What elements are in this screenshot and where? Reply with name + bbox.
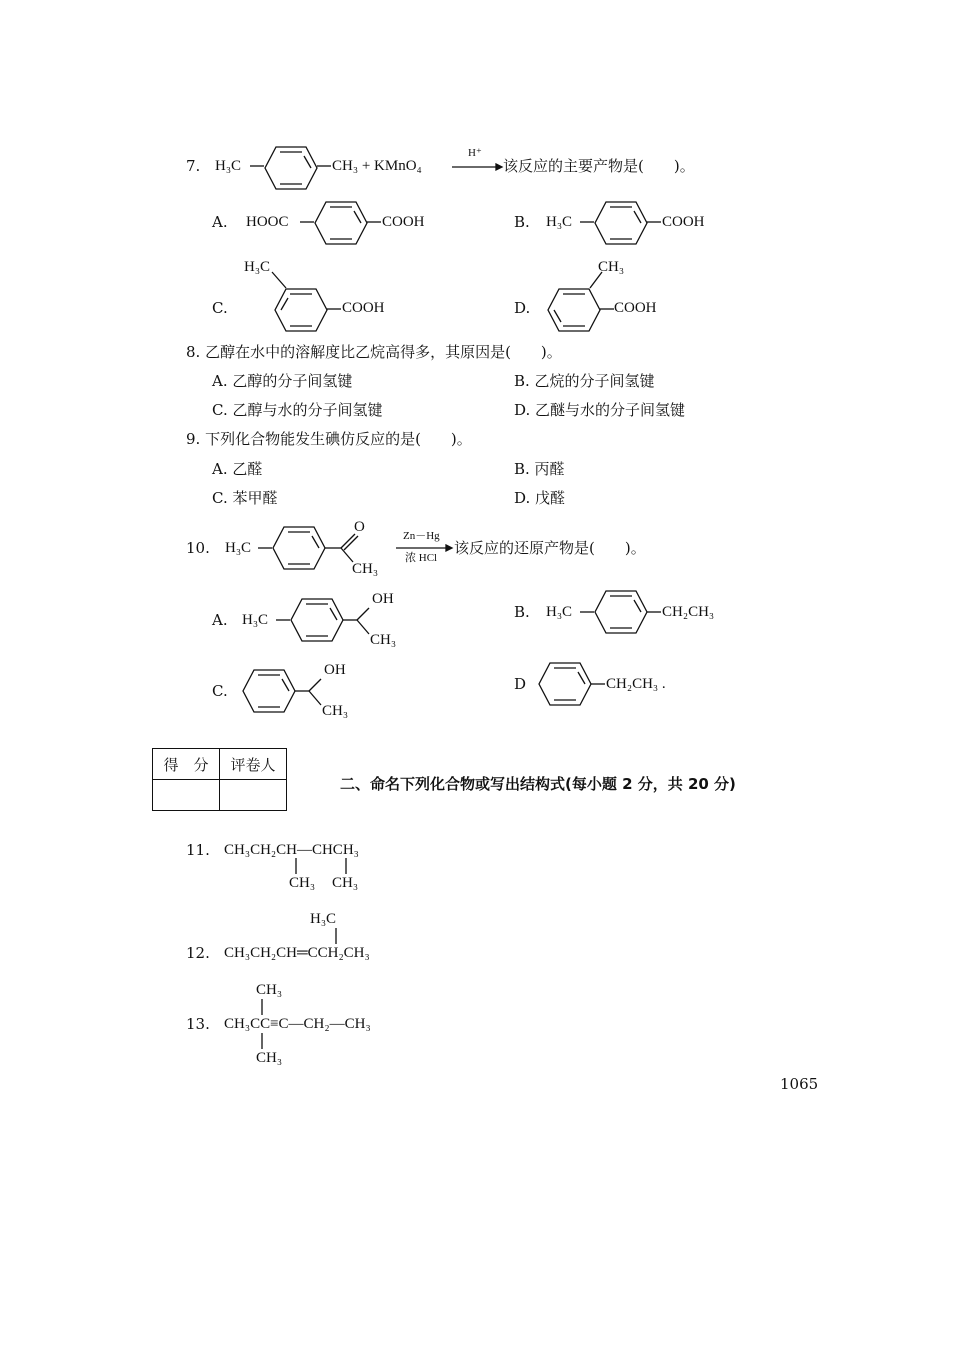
q10-a-benzene-ring bbox=[290, 598, 344, 642]
q10-reactant-left: H₃C bbox=[225, 540, 252, 556]
q7-option-c-label: C. bbox=[212, 299, 228, 317]
q10-arrow bbox=[396, 544, 454, 552]
q10-option-d-label: D bbox=[514, 675, 527, 693]
q7-c-benzene-ring bbox=[274, 288, 328, 332]
q10-option-b-right: CH₂CH₃ bbox=[662, 604, 715, 620]
q10-option-b-left: H₃C bbox=[546, 604, 573, 620]
q9-option-c: C. 苯甲醛 bbox=[212, 489, 278, 507]
q7-stem: 该反应的主要产物是( )。 bbox=[503, 157, 695, 175]
q9-option-d: D. 戊醛 bbox=[514, 489, 566, 507]
q7-benzene-ring bbox=[264, 146, 318, 190]
q10-b-bond-right bbox=[647, 612, 663, 614]
q7-b-bond-right bbox=[647, 222, 663, 224]
q12-branch-bond bbox=[334, 928, 340, 946]
q11-sub2: CH₃ bbox=[332, 875, 359, 891]
q10-option-a-ch3: CH₃ bbox=[370, 632, 397, 648]
q7-option-b-label: B. bbox=[514, 213, 530, 231]
q10-b-benzene-ring bbox=[594, 590, 648, 634]
score-header: 得 分 bbox=[153, 749, 220, 780]
q8-option-b: B. 乙烷的分子间氢键 bbox=[514, 372, 655, 390]
q10-option-a-left: H₃C bbox=[242, 612, 269, 628]
q7-option-a-label: A. bbox=[212, 213, 228, 231]
q10-carbonyl-o: O bbox=[354, 519, 365, 535]
q13-number: 13. bbox=[186, 1015, 210, 1033]
q7-arrow bbox=[452, 163, 504, 171]
q10-option-c-label: C. bbox=[212, 682, 228, 700]
q10-option-a-label: A. bbox=[212, 611, 228, 629]
q10-reagent-bottom: 浓 HCl bbox=[405, 552, 438, 564]
q8-option-a: A. 乙醇的分子间氢键 bbox=[212, 372, 353, 390]
q10-methyl: CH₃ bbox=[352, 561, 379, 577]
q9-option-b: B. 丙醛 bbox=[514, 460, 565, 478]
q13-top-bond bbox=[260, 999, 266, 1017]
q10-benzene-ring bbox=[272, 526, 326, 570]
q12-main-formula: CH₃CH₂CH═CCH₂CH₃ bbox=[224, 945, 370, 961]
q7-option-d-label: D. bbox=[514, 299, 531, 317]
q9-option-a: A. 乙醛 bbox=[212, 460, 263, 478]
q7-a-bond-right bbox=[367, 222, 383, 224]
q7-option-c-top: H₃C bbox=[244, 259, 271, 275]
q13-bottom-group: CH₃ bbox=[256, 1050, 283, 1066]
q10-c-benzene-ring bbox=[242, 669, 296, 713]
score-cell[interactable] bbox=[153, 780, 220, 811]
q10-option-c-ch3: CH₃ bbox=[322, 703, 349, 719]
grader-header: 评卷人 bbox=[220, 749, 287, 780]
grader-cell[interactable] bbox=[220, 780, 287, 811]
q7-c-bond-right bbox=[327, 309, 343, 311]
q8-stem: 8. 乙醇在水中的溶解度比乙烷高得多，其原因是( )。 bbox=[186, 343, 562, 361]
q13-main-formula: CH₃CC≡C—CH₂—CH₃ bbox=[224, 1016, 371, 1032]
q10-d-bond-right bbox=[591, 684, 607, 686]
q7-bond-right bbox=[317, 166, 333, 168]
q7-b-benzene-ring bbox=[594, 201, 648, 245]
q10-stem: 该反应的还原产物是( )。 bbox=[454, 539, 646, 557]
q8-option-c: C. 乙醇与水的分子间氢键 bbox=[212, 401, 383, 419]
q7-option-b-right: COOH bbox=[662, 214, 705, 230]
q10-number: 10. bbox=[186, 539, 210, 557]
q10-option-a-oh: OH bbox=[372, 591, 394, 607]
section2-title: 二、命名下列化合物或写出结构式(每小题 2 分，共 20 分) bbox=[340, 775, 736, 793]
q11-number: 11. bbox=[186, 841, 210, 859]
q7-number: 7. bbox=[186, 157, 201, 175]
q10-option-c-oh: OH bbox=[324, 662, 346, 678]
q7-option-b-left: H₃C bbox=[546, 214, 573, 230]
q13-bottom-bond bbox=[260, 1033, 266, 1051]
q7-reactant-left: H₃C bbox=[215, 158, 242, 174]
page-number: 1065 bbox=[780, 1075, 819, 1093]
q10-option-b-label: B. bbox=[514, 603, 530, 621]
q9-stem: 9. 下列化合物能发生碘仿反应的是( )。 bbox=[186, 430, 472, 448]
q10-option-d-right: CH₂CH₃ . bbox=[606, 676, 666, 692]
q10-d-benzene-ring bbox=[538, 662, 592, 706]
q12-number: 12. bbox=[186, 944, 210, 962]
q10-reagent-top: Zn－Hg bbox=[403, 530, 440, 542]
score-box bbox=[152, 748, 287, 811]
q7-option-c-right: COOH bbox=[342, 300, 385, 316]
q11-main-formula: CH₃CH₂CH—CHCH₃ bbox=[224, 842, 359, 858]
q8-option-d: D. 乙醚与水的分子间氢键 bbox=[514, 401, 686, 419]
q7-a-benzene-ring bbox=[314, 201, 368, 245]
q7-option-a-right: COOH bbox=[382, 214, 425, 230]
q11-sub1: CH₃ bbox=[289, 875, 316, 891]
q7-catalyst: H⁺ bbox=[468, 147, 482, 159]
q7-d-benzene-ring bbox=[547, 288, 601, 332]
q7-reactant-right: CH₃ + KMnO₄ bbox=[332, 158, 422, 174]
q12-top-group: H₃C bbox=[310, 911, 337, 927]
q11-branch-bonds bbox=[290, 858, 360, 876]
q7-option-d-right: COOH bbox=[614, 300, 657, 316]
q7-option-a-left: HOOC bbox=[246, 214, 289, 230]
q13-top-group: CH₃ bbox=[256, 982, 283, 998]
q7-option-d-top: CH₃ bbox=[598, 259, 625, 275]
